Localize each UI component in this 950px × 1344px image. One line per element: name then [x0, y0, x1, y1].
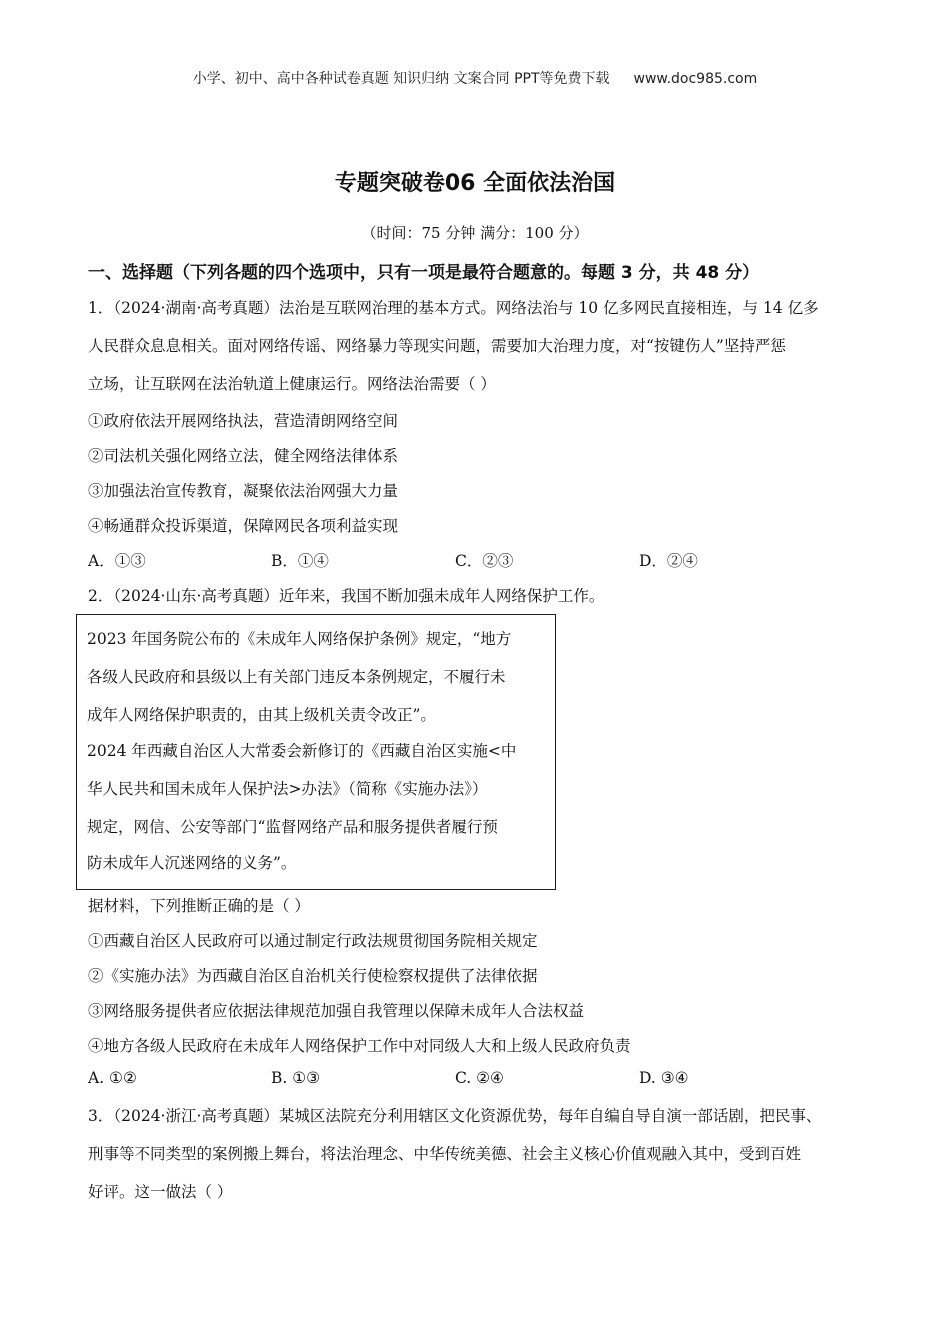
page-title: 专题突破卷06 全面依法治国 — [334, 171, 616, 196]
q2-material-line: 规定，网信、公安等部门“监督网络产品和服务提供者履行预 — [87, 818, 498, 836]
q1-statement: ③加强法治宣传教育，凝聚依法治网强大力量 — [88, 482, 399, 500]
q1-option-b: B．①④ — [271, 552, 329, 570]
q1-stem-line: 人民群众息息相关。面对网络传谣、网络暴力等现实问题，需要加大治理力度，对“按键伤人”坚持严惩 — [88, 337, 786, 355]
q3-stem-line: 3．（2024·浙江·高考真题）某城区法院充分利用辖区文化资源优势，每年自编自导自演一部话剧，把民事、 — [88, 1107, 822, 1125]
q2-material-line: 2023 年国务院公布的《未成年人网络保护条例》规定，“地方 — [87, 630, 512, 648]
q1-option-a: A．①③ — [88, 552, 146, 570]
q1-option-c: C．②③ — [455, 552, 514, 570]
q2-option-a: A. ①② — [88, 1069, 137, 1087]
header-url[interactable]: www.doc985.com — [633, 71, 758, 87]
q2-statement: ②《实施办法》为西藏自治区自治机关行使检察权提供了法律依据 — [88, 967, 538, 985]
page-header — [0, 68, 950, 88]
header-text: 小学、初中、高中各种试卷真题 知识归纳 文案合同 PPT等免费下载 — [192, 71, 610, 87]
q2-option-b: B. ①③ — [271, 1069, 321, 1087]
exam-info: （时间：75 分钟 满分：100 分） — [361, 224, 589, 242]
q1-option-d: D．②④ — [639, 552, 698, 570]
q2-statement: ①西藏自治区人民政府可以通过制定行政法规贯彻国务院相关规定 — [88, 932, 538, 950]
q2-material-line: 华人民共和国未成年人保护法>办法》（简称《实施办法》） — [87, 780, 488, 798]
q2-material-line: 各级人民政府和县级以上有关部门违反本条例规定，不履行未 — [87, 668, 506, 686]
q2-material-line: 成年人网络保护职责的，由其上级机关责令改正”。 — [87, 706, 436, 724]
q2-material-line: 2024 年西藏自治区人大常委会新修订的《西藏自治区实施<中 — [87, 742, 517, 760]
q1-statement: ④畅通群众投诉渠道，保障网民各项利益实现 — [88, 517, 399, 535]
q2-option-c: C. ②④ — [455, 1069, 504, 1087]
q1-stem-line: 立场，让互联网在法治轨道上健康运行。网络法治需要（ ） — [88, 375, 496, 393]
q1-stem-line: 1．（2024·湖南·高考真题）法治是互联网治理的基本方式。网络法治与 10 亿多网民直接相连，与 14 亿多 — [88, 299, 819, 317]
section-heading: 一、选择题（下列各题的四个选项中，只有一项是最符合题意的。每题 3 分，共 48 分） — [88, 263, 760, 283]
q2-question: 据材料，下列推断正确的是（ ） — [88, 897, 310, 915]
q3-stem-line: 刑事等不同类型的案例搬上舞台，将法治理念、中华传统美德、社会主义核心价值观融入其中，受到百姓 — [88, 1145, 802, 1163]
q2-statement: ③网络服务提供者应依据法律规范加强自我管理以保障未成年人合法权益 — [88, 1002, 585, 1020]
q2-option-d: D. ③④ — [639, 1069, 689, 1087]
q2-statement: ④地方各级人民政府在未成年人网络保护工作中对同级人大和上级人民政府负责 — [88, 1037, 631, 1055]
q2-material-box — [76, 614, 556, 890]
q3-stem-line: 好评。这一做法（ ） — [88, 1183, 233, 1201]
q2-stem: 2．（2024·山东·高考真题）近年来，我国不断加强未成年人网络保护工作。 — [88, 587, 605, 605]
q1-statement: ②司法机关强化网络立法，健全网络法律体系 — [88, 447, 399, 465]
q1-statement: ①政府依法开展网络执法，营造清朗网络空间 — [88, 412, 399, 430]
q2-material-line: 防未成年人沉迷网络的义务”。 — [87, 854, 297, 872]
